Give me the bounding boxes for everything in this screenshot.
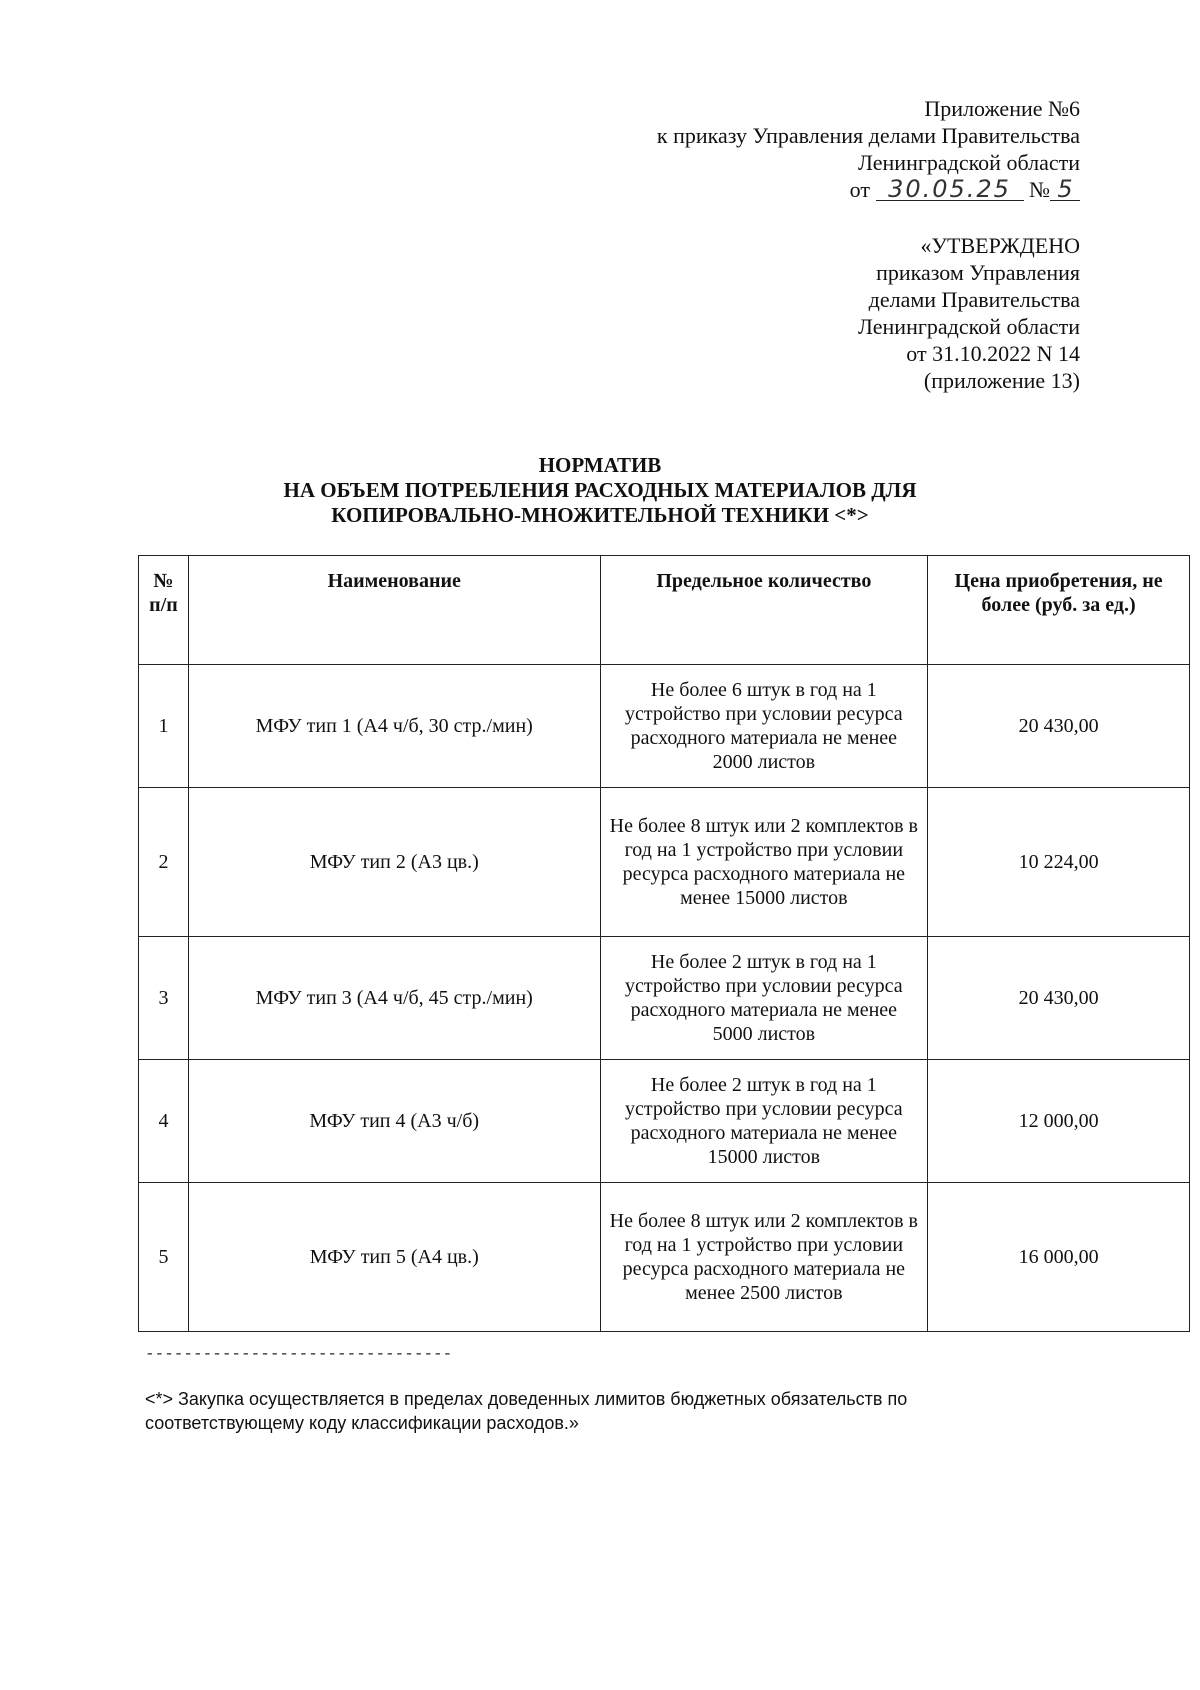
header-number: № п/п bbox=[139, 556, 189, 665]
cell-name: МФУ тип 4 (А3 ч/б) bbox=[188, 1060, 600, 1183]
document-title bbox=[160, 453, 1040, 528]
cell-price: 12 000,00 bbox=[928, 1060, 1190, 1183]
approval-line-4: Ленинградской области bbox=[858, 314, 1080, 339]
table-row bbox=[139, 1183, 1190, 1332]
cell-number: 4 bbox=[139, 1060, 189, 1183]
appendix-date-line bbox=[657, 176, 1080, 203]
cell-price: 10 224,00 bbox=[928, 788, 1190, 937]
cell-price: 20 430,00 bbox=[928, 665, 1190, 788]
cell-name: МФУ тип 1 (А4 ч/б, 30 стр./мин) bbox=[188, 665, 600, 788]
approval-line-3: делами Правительства bbox=[868, 287, 1080, 312]
number-prefix: № bbox=[1029, 177, 1050, 202]
footnote-text: <*> Закупка осуществляется в пределах доведенных лимитов бюджетных обязательств по соответствующему коду классификации расходов.» bbox=[145, 1389, 908, 1433]
title-line-1: НОРМАТИВ bbox=[538, 453, 662, 477]
handwritten-date: 30.05.25 bbox=[876, 178, 1024, 201]
norms-table bbox=[138, 555, 1190, 1332]
table-header-row bbox=[139, 556, 1190, 665]
cell-number: 2 bbox=[139, 788, 189, 937]
cell-number: 1 bbox=[139, 665, 189, 788]
footnote-separator: -------------------------------- bbox=[145, 1345, 453, 1363]
cell-limit: Не более 8 штук или 2 комплектов в год на 1 устройство при условии ресурса расходного материала не менее 2500 листов bbox=[600, 1183, 928, 1332]
header-price: Цена приобретения, не более (руб. за ед.) bbox=[928, 556, 1190, 665]
cell-limit: Не более 2 штук в год на 1 устройство при условии ресурса расходного материала не менее 15000 листов bbox=[600, 1060, 928, 1183]
cell-price: 16 000,00 bbox=[928, 1183, 1190, 1332]
cell-name: МФУ тип 3 (А4 ч/б, 45 стр./мин) bbox=[188, 937, 600, 1060]
cell-limit: Не более 2 штук в год на 1 устройство при условии ресурса расходного материала не менее 5000 листов bbox=[600, 937, 928, 1060]
appendix-region: Ленинградской области bbox=[858, 150, 1080, 175]
approval-block bbox=[858, 232, 1080, 394]
appendix-block bbox=[657, 95, 1080, 203]
appendix-order-reference: к приказу Управления делами Правительства bbox=[656, 123, 1080, 148]
approval-line-5: от 31.10.2022 N 14 bbox=[906, 341, 1080, 366]
header-limit: Предельное количество bbox=[600, 556, 928, 665]
appendix-number: Приложение №6 bbox=[924, 96, 1080, 121]
title-line-3: КОПИРОВАЛЬНО-МНОЖИТЕЛЬНОЙ ТЕХНИКИ <*> bbox=[331, 503, 869, 527]
date-prefix: от bbox=[849, 177, 870, 202]
cell-name: МФУ тип 5 (А4 цв.) bbox=[188, 1183, 600, 1332]
cell-limit: Не более 8 штук или 2 комплектов в год на 1 устройство при условии ресурса расходного материала не менее 15000 листов bbox=[600, 788, 928, 937]
cell-name: МФУ тип 2 (А3 цв.) bbox=[188, 788, 600, 937]
cell-price: 20 430,00 bbox=[928, 937, 1190, 1060]
table-row bbox=[139, 937, 1190, 1060]
cell-number: 5 bbox=[139, 1183, 189, 1332]
approval-line-2: приказом Управления bbox=[876, 260, 1080, 285]
cell-number: 3 bbox=[139, 937, 189, 1060]
table-row bbox=[139, 1060, 1190, 1183]
approval-line-1: «УТВЕРЖДЕНО bbox=[920, 233, 1080, 258]
header-name: Наименование bbox=[188, 556, 600, 665]
table-row bbox=[139, 665, 1190, 788]
handwritten-number: 5 bbox=[1050, 178, 1080, 201]
title-line-2: НА ОБЪЕМ ПОТРЕБЛЕНИЯ РАСХОДНЫХ МАТЕРИАЛОВ ДЛЯ bbox=[283, 478, 917, 502]
table-row bbox=[139, 788, 1190, 937]
approval-line-6: (приложение 13) bbox=[923, 368, 1080, 393]
cell-limit: Не более 6 штук в год на 1 устройство при условии ресурса расходного материала не менее 2000 листов bbox=[600, 665, 928, 788]
